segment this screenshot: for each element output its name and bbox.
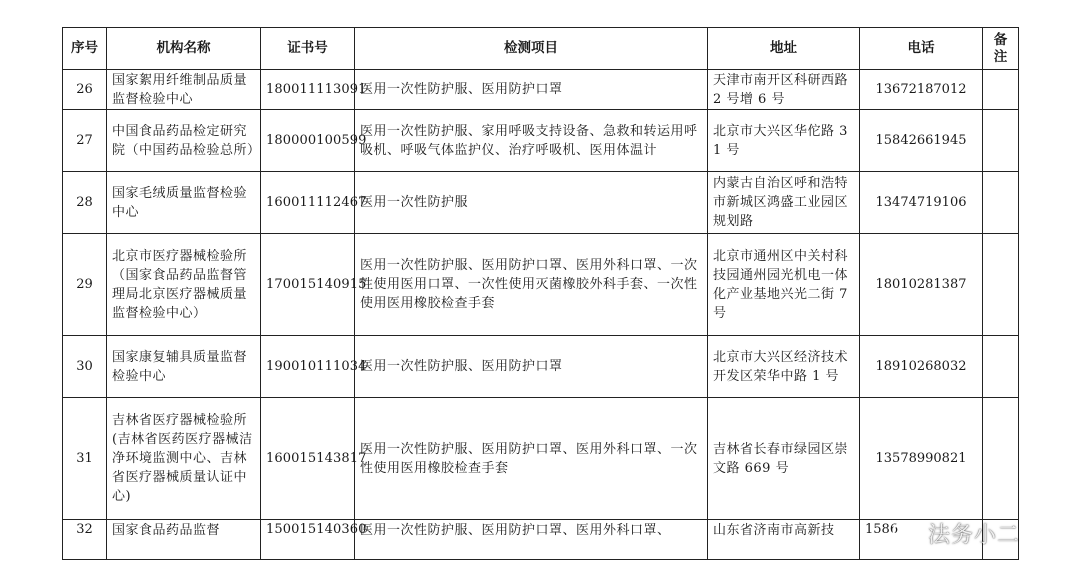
note xyxy=(983,336,1019,398)
phone-number: 18010281387 xyxy=(860,234,983,336)
phone-number: 13578990821 xyxy=(860,398,983,520)
row-number: 31 xyxy=(63,398,107,520)
institution-name: 国家食品药品监督 xyxy=(107,520,261,560)
certificate-number: 180000100599 xyxy=(261,110,355,172)
certificate-number: 190010111034 xyxy=(261,336,355,398)
phone-number: 15842661945 xyxy=(860,110,983,172)
phone-number: 1586 xyxy=(860,520,983,560)
institution-name: 国家絮用纤维制品质量监督检验中心 xyxy=(107,70,261,110)
table-row xyxy=(63,398,1019,520)
test-items: 医用一次性防护服、医用防护口罩 xyxy=(355,70,708,110)
test-items: 医用一次性防护服、医用防护口罩、医用外科口罩、一次性使用医用橡胶检查手套 xyxy=(355,398,708,520)
header-no: 序号 xyxy=(63,28,107,70)
note xyxy=(983,398,1019,520)
row-number: 27 xyxy=(63,110,107,172)
phone-number: 18910268032 xyxy=(860,336,983,398)
institution-name: 国家毛绒质量监督检验中心 xyxy=(107,172,261,234)
certificate-number: 180011113091 xyxy=(261,70,355,110)
note xyxy=(983,110,1019,172)
table-row xyxy=(63,234,1019,336)
address: 内蒙古自治区呼和浩特市新城区鸿盛工业园区规划路 xyxy=(708,172,860,234)
table-row xyxy=(63,336,1019,398)
phone-number: 13672187012 xyxy=(860,70,983,110)
institution-name: 吉林省医疗器械检验所(吉林省医药医疗器械洁净环境监测中心、吉林省医疗器械质量认证中心) xyxy=(107,398,261,520)
table-header-row xyxy=(63,28,1019,70)
address: 天津市南开区科研西路 2 号增 6 号 xyxy=(708,70,860,110)
institution-name: 北京市医疗器械检验所（国家食品药品监督管理局北京医疗器械质量监督检验中心） xyxy=(107,234,261,336)
address: 北京市大兴区华佗路 31 号 xyxy=(708,110,860,172)
certificate-number: 160011112467 xyxy=(261,172,355,234)
header-cert: 证书号 xyxy=(261,28,355,70)
row-number: 30 xyxy=(63,336,107,398)
table-row xyxy=(63,172,1019,234)
certificate-number: 160015143817 xyxy=(261,398,355,520)
certificate-number: 150015140360 xyxy=(261,520,355,560)
address: 吉林省长春市绿园区崇文路 669 号 xyxy=(708,398,860,520)
table-row xyxy=(63,110,1019,172)
header-name: 机构名称 xyxy=(107,28,261,70)
institution-name: 国家康复辅具质量监督检验中心 xyxy=(107,336,261,398)
note xyxy=(983,70,1019,110)
test-items: 医用一次性防护服、家用呼吸支持设备、急救和转运用呼吸机、呼吸气体监护仪、治疗呼吸机、医用体温计 xyxy=(355,110,708,172)
header-address: 地址 xyxy=(708,28,860,70)
header-note: 备注 xyxy=(983,28,1019,70)
test-items: 医用一次性防护服、医用防护口罩、医用外科口罩、 xyxy=(355,520,708,560)
note xyxy=(983,520,1019,560)
row-number: 28 xyxy=(63,172,107,234)
address: 北京市大兴区经济技术开发区荣华中路 1 号 xyxy=(708,336,860,398)
phone-number: 13474719106 xyxy=(860,172,983,234)
row-number: 32 xyxy=(63,520,107,560)
address: 山东省济南市高新技 xyxy=(708,520,860,560)
table-row xyxy=(63,520,1019,560)
test-items: 医用一次性防护服 xyxy=(355,172,708,234)
note xyxy=(983,234,1019,336)
row-number: 26 xyxy=(63,70,107,110)
document-page xyxy=(62,27,1018,545)
row-number: 29 xyxy=(63,234,107,336)
table-row xyxy=(63,70,1019,110)
header-items: 检测项目 xyxy=(355,28,708,70)
address: 北京市通州区中关村科技园通州园光机电一体化产业基地兴光二街 7 号 xyxy=(708,234,860,336)
test-items: 医用一次性防护服、医用防护口罩、医用外科口罩、一次性使用医用口罩、一次性使用灭菌橡胶外科手套、一次性使用医用橡胶检查手套 xyxy=(355,234,708,336)
watermark-text: 法务小二 xyxy=(928,522,1021,548)
test-items: 医用一次性防护服、医用防护口罩 xyxy=(355,336,708,398)
institution-name: 中国食品药品检定研究院（中国药品检验总所） xyxy=(107,110,261,172)
certificate-number: 170015140915 xyxy=(261,234,355,336)
header-phone: 电话 xyxy=(860,28,983,70)
note xyxy=(983,172,1019,234)
testing-institution-table xyxy=(62,27,1019,560)
